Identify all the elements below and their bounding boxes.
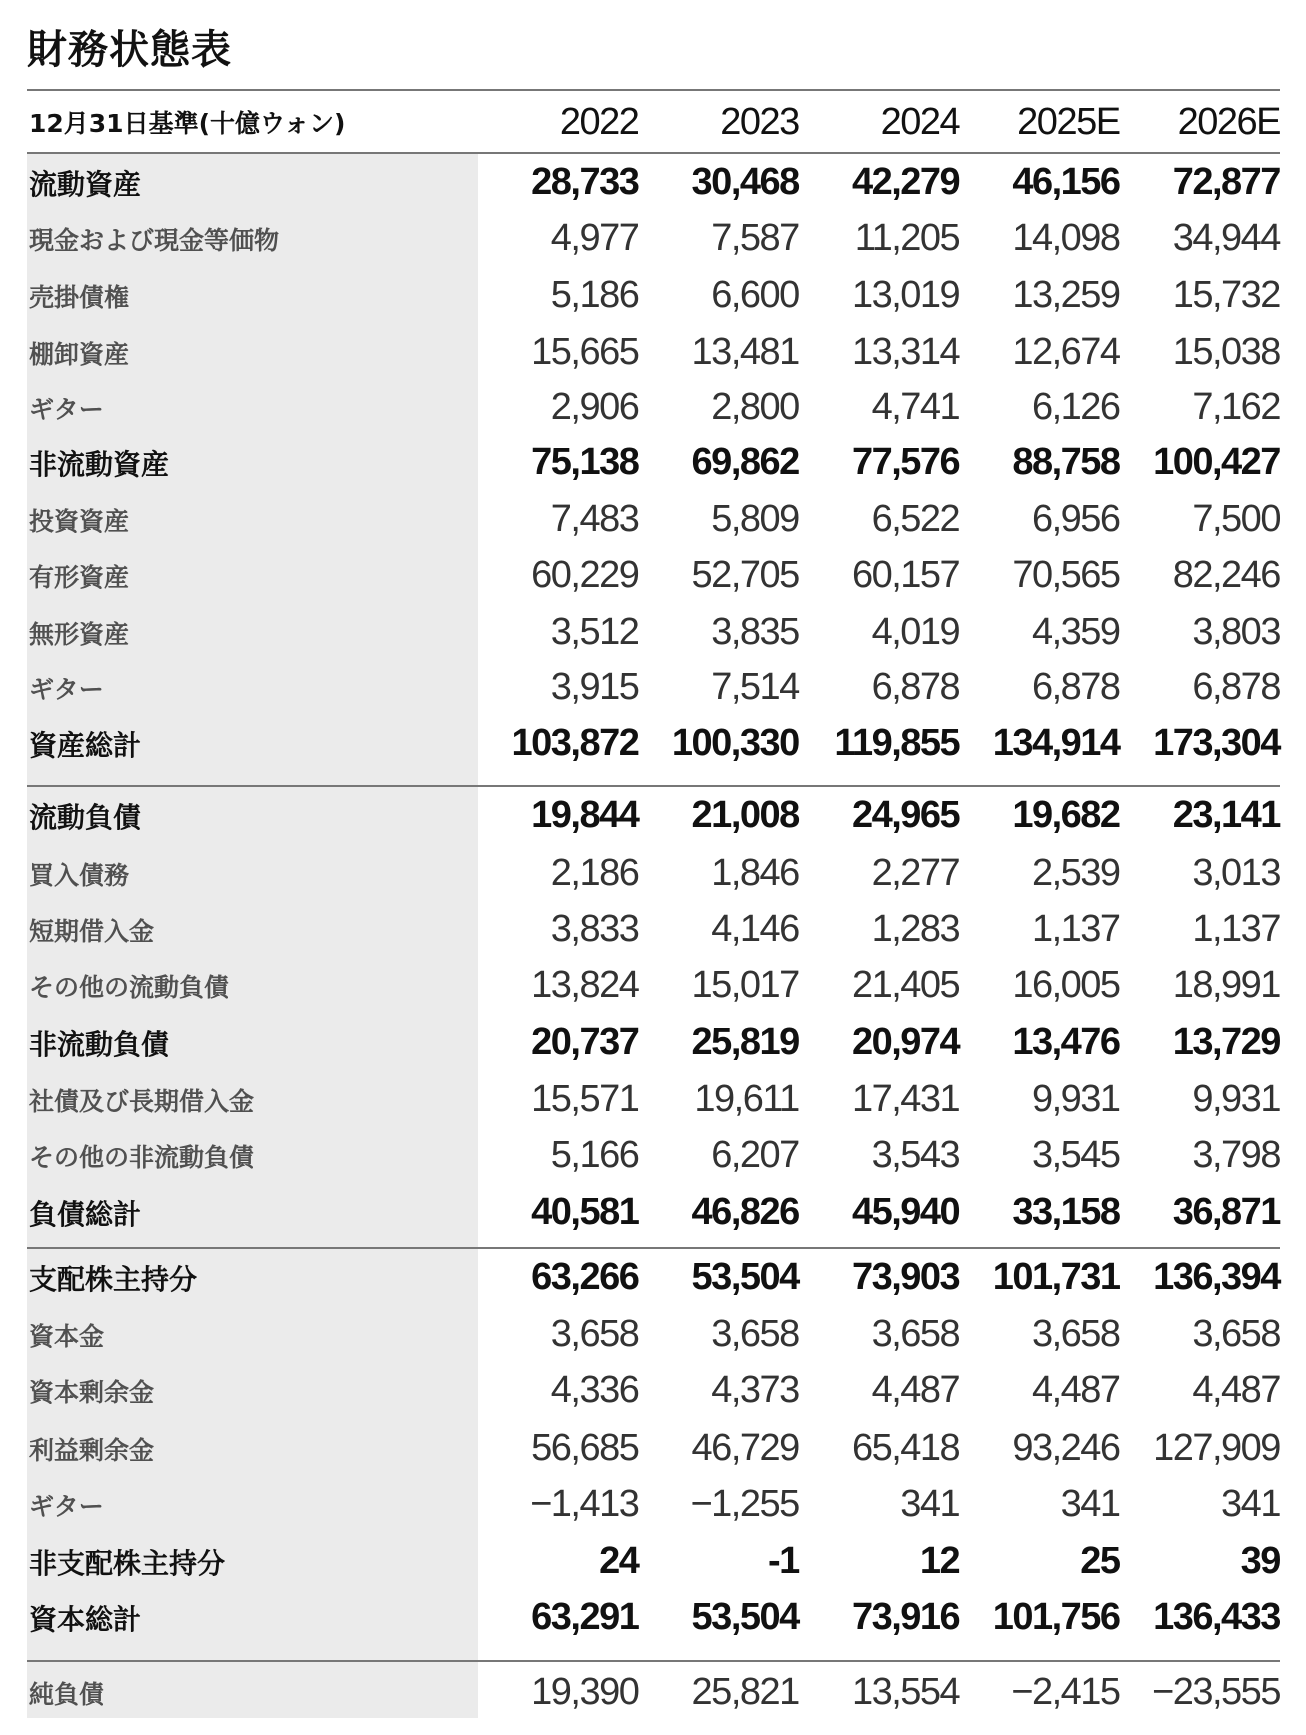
row-value: 23,141 xyxy=(1172,794,1280,836)
row-value: 341 xyxy=(1060,1483,1120,1525)
row-value: 12,674 xyxy=(1012,331,1120,373)
row-value: 34,944 xyxy=(1172,217,1280,259)
table-row xyxy=(27,1127,1280,1184)
row-value: 16,005 xyxy=(1012,964,1120,1006)
table-row xyxy=(27,154,1280,211)
row-value: 73,903 xyxy=(851,1256,960,1298)
row-value: 42,279 xyxy=(851,161,960,203)
row-label: 資本金 xyxy=(29,1321,105,1351)
row-value: 13,824 xyxy=(531,964,639,1006)
row-value: 53,504 xyxy=(691,1256,799,1298)
row-value: 3,658 xyxy=(871,1313,960,1355)
row-value: 136,394 xyxy=(1153,1256,1280,1298)
row-value: 1,137 xyxy=(1192,908,1280,950)
row-label: 純負債 xyxy=(29,1679,105,1709)
row-value: 1,137 xyxy=(1031,908,1120,950)
row-value: 88,758 xyxy=(1012,441,1120,483)
row-value: 11,205 xyxy=(854,217,960,259)
row-value: 12 xyxy=(919,1540,960,1582)
table-row xyxy=(27,1306,1280,1363)
row-value: 3,658 xyxy=(711,1313,799,1355)
row-label: 非流動資産 xyxy=(29,447,170,481)
row-value: 173,304 xyxy=(1153,722,1280,764)
row-value: 7,500 xyxy=(1192,498,1280,540)
table-row xyxy=(27,957,1280,1014)
row-value: 3,512 xyxy=(550,611,639,653)
table-row xyxy=(27,901,1280,958)
row-value: 3,803 xyxy=(1192,611,1280,653)
row-value: −1,413 xyxy=(530,1483,639,1525)
row-value: 15,017 xyxy=(691,964,799,1006)
row-value: 19,682 xyxy=(1012,794,1120,836)
row-label: 負債総計 xyxy=(29,1197,142,1231)
row-value: 7,483 xyxy=(550,498,639,540)
row-value: 60,157 xyxy=(851,554,960,596)
row-value: 24,965 xyxy=(851,794,960,836)
row-value: 18,991 xyxy=(1172,964,1280,1006)
row-value: 4,019 xyxy=(871,611,960,653)
row-label: 有形資産 xyxy=(29,562,130,592)
row-value: 46,729 xyxy=(691,1427,799,1469)
row-value: 101,731 xyxy=(992,1256,1120,1298)
table-row xyxy=(27,1589,1280,1646)
row-value: 6,600 xyxy=(711,274,799,316)
row-value: 25,821 xyxy=(691,1671,799,1713)
row-value: 60,229 xyxy=(531,554,639,596)
table-row xyxy=(27,1533,1280,1590)
row-value: 30,468 xyxy=(691,161,799,203)
row-value: 25,819 xyxy=(691,1021,799,1063)
row-label: 資本総計 xyxy=(29,1602,142,1636)
row-value: 3,658 xyxy=(550,1313,639,1355)
table-row xyxy=(27,715,1280,772)
row-value: 45,940 xyxy=(851,1191,960,1233)
row-value: 40,581 xyxy=(531,1191,639,1233)
row-label: 無形資産 xyxy=(29,619,130,649)
row-value: 4,373 xyxy=(711,1369,799,1411)
row-value: 75,138 xyxy=(531,441,639,483)
row-value: 3,543 xyxy=(871,1134,960,1176)
row-value: 13,476 xyxy=(1012,1021,1120,1063)
row-value: 4,146 xyxy=(711,908,799,950)
year-header: 2022 xyxy=(559,100,639,143)
table-row xyxy=(27,379,1280,436)
row-value: 4,741 xyxy=(871,386,960,428)
row-value: 6,126 xyxy=(1031,386,1120,428)
table-row xyxy=(27,210,1280,267)
row-value: 6,522 xyxy=(871,498,960,540)
row-value: 93,246 xyxy=(1012,1427,1120,1469)
row-label: 支配株主持分 xyxy=(29,1262,198,1296)
row-value: 46,826 xyxy=(691,1191,799,1233)
row-value: 5,186 xyxy=(550,274,639,316)
row-value: 119,855 xyxy=(834,722,960,764)
row-value: 33,158 xyxy=(1012,1191,1120,1233)
row-value: 4,336 xyxy=(550,1369,639,1411)
row-label: 投資資産 xyxy=(29,506,130,536)
row-value: 69,862 xyxy=(691,441,799,483)
row-value: 6,878 xyxy=(871,666,960,708)
row-value: 46,156 xyxy=(1012,161,1120,203)
row-value: 65,418 xyxy=(851,1427,960,1469)
row-value: 21,008 xyxy=(691,794,799,836)
row-value: 4,487 xyxy=(871,1369,960,1411)
row-value: 13,554 xyxy=(851,1671,960,1713)
row-label: 流動資産 xyxy=(29,167,142,201)
row-value: 7,514 xyxy=(711,666,799,708)
row-value: 72,877 xyxy=(1172,161,1280,203)
row-value: 73,916 xyxy=(851,1596,960,1638)
row-value: 25 xyxy=(1080,1540,1120,1582)
row-value: 13,481 xyxy=(691,331,799,373)
table-row xyxy=(27,1476,1280,1533)
row-label: ギター xyxy=(29,1491,104,1521)
row-value: 100,330 xyxy=(671,722,799,764)
row-value: 15,038 xyxy=(1172,331,1280,373)
row-label: 売掛債権 xyxy=(29,282,130,312)
table-row xyxy=(27,1014,1280,1071)
row-label: ギター xyxy=(29,674,104,704)
table-header xyxy=(27,92,1280,152)
row-value: 3,013 xyxy=(1192,852,1280,894)
row-value: 20,737 xyxy=(531,1021,639,1063)
table-row xyxy=(27,604,1280,661)
table-row xyxy=(27,267,1280,324)
row-label: 現金および現金等価物 xyxy=(29,225,280,255)
row-label: 買入債務 xyxy=(29,860,130,890)
row-value: 101,756 xyxy=(992,1596,1120,1638)
row-value: 52,705 xyxy=(691,554,799,596)
row-value: 1,846 xyxy=(711,852,799,894)
row-value: 21,405 xyxy=(851,964,960,1006)
row-value: 100,427 xyxy=(1153,441,1280,483)
row-value: 2,906 xyxy=(550,386,639,428)
row-value: −2,415 xyxy=(1011,1671,1120,1713)
row-value: 4,359 xyxy=(1031,611,1120,653)
row-value: −23,555 xyxy=(1152,1671,1280,1713)
row-value: 9,931 xyxy=(1192,1078,1280,1120)
row-value: 136,433 xyxy=(1153,1596,1280,1638)
row-label: 棚卸資産 xyxy=(29,339,130,369)
row-value: 6,878 xyxy=(1192,666,1280,708)
row-value: 134,914 xyxy=(992,722,1120,764)
row-value: 13,729 xyxy=(1172,1021,1280,1063)
table-row xyxy=(27,845,1280,902)
row-value: 7,162 xyxy=(1192,386,1280,428)
row-value: 2,800 xyxy=(711,386,799,428)
equity-section-rule xyxy=(27,1660,1280,1662)
row-value: 3,798 xyxy=(1192,1134,1280,1176)
row-label: 社債及び長期借入金 xyxy=(29,1086,255,1116)
row-value: 13,259 xyxy=(1012,274,1120,316)
table-row xyxy=(27,1664,1280,1721)
row-value: 2,277 xyxy=(871,852,960,894)
row-value: 17,431 xyxy=(851,1078,960,1120)
row-label: 短期借入金 xyxy=(29,916,155,946)
row-value: 63,291 xyxy=(531,1596,639,1638)
table-row xyxy=(27,324,1280,381)
row-value: 103,872 xyxy=(511,722,639,764)
row-value: 14,098 xyxy=(1012,217,1120,259)
table-row xyxy=(27,1420,1280,1477)
row-value: 63,266 xyxy=(531,1256,639,1298)
row-value: 77,576 xyxy=(851,441,960,483)
row-value: 4,977 xyxy=(550,217,639,259)
row-value: 13,019 xyxy=(851,274,960,316)
row-value: 15,571 xyxy=(531,1078,639,1120)
table-row xyxy=(27,434,1280,491)
row-value: 82,246 xyxy=(1172,554,1280,596)
row-value: 2,539 xyxy=(1031,852,1120,894)
row-value: 3,545 xyxy=(1031,1134,1120,1176)
row-label: 資産総計 xyxy=(29,728,142,762)
row-value: 6,956 xyxy=(1031,498,1120,540)
row-value: 1,283 xyxy=(871,908,960,950)
table-row xyxy=(27,1184,1280,1241)
row-value: 19,844 xyxy=(531,794,639,836)
row-value: 36,871 xyxy=(1172,1191,1280,1233)
row-value: 7,587 xyxy=(711,217,799,259)
row-value: -1 xyxy=(767,1540,799,1582)
row-value: 15,665 xyxy=(531,331,639,373)
row-value: 4,487 xyxy=(1031,1369,1120,1411)
row-label: 利益剰余金 xyxy=(29,1435,155,1465)
row-value: 4,487 xyxy=(1192,1369,1280,1411)
table-row xyxy=(27,1362,1280,1419)
row-label: その他の非流動負債 xyxy=(29,1142,255,1172)
row-value: 24 xyxy=(599,1540,639,1582)
table-row xyxy=(27,547,1280,604)
top-rule xyxy=(27,89,1280,91)
year-header: 2025E xyxy=(1017,100,1120,143)
row-value: 3,658 xyxy=(1031,1313,1120,1355)
row-label: 非流動負債 xyxy=(29,1027,170,1061)
row-value: 39 xyxy=(1240,1540,1280,1582)
row-label: 流動負債 xyxy=(29,800,142,834)
row-label: ギター xyxy=(29,394,104,424)
row-value: 3,658 xyxy=(1192,1313,1280,1355)
row-value: 20,974 xyxy=(851,1021,960,1063)
page-title: 財務状態表 xyxy=(27,27,232,73)
row-value: 341 xyxy=(1221,1483,1280,1525)
row-value: 341 xyxy=(900,1483,960,1525)
table-row xyxy=(27,1071,1280,1128)
row-value: 9,931 xyxy=(1031,1078,1120,1120)
row-value: 5,809 xyxy=(711,498,799,540)
row-value: 3,833 xyxy=(550,908,639,950)
unit-label: 12月31日基準(十億ウォン) xyxy=(29,109,346,138)
row-value: −1,255 xyxy=(690,1483,799,1525)
row-value: 15,732 xyxy=(1172,274,1280,316)
table-row xyxy=(27,491,1280,548)
row-value: 127,909 xyxy=(1153,1427,1280,1469)
row-value: 5,166 xyxy=(550,1134,639,1176)
row-value: 6,878 xyxy=(1031,666,1120,708)
row-label: 資本剰余金 xyxy=(29,1377,155,1407)
row-value: 19,390 xyxy=(531,1671,639,1713)
row-value: 6,207 xyxy=(711,1134,799,1176)
table-row xyxy=(27,787,1280,844)
row-value: 3,915 xyxy=(550,666,639,708)
year-header: 2024 xyxy=(880,100,960,143)
row-value: 56,685 xyxy=(531,1427,639,1469)
row-value: 3,835 xyxy=(711,611,799,653)
year-header: 2026E xyxy=(1177,100,1280,143)
row-value: 13,314 xyxy=(851,331,960,373)
row-label: その他の流動負債 xyxy=(29,972,230,1002)
row-value: 19,611 xyxy=(694,1078,799,1120)
row-value: 53,504 xyxy=(691,1596,799,1638)
row-label: 非支配株主持分 xyxy=(29,1546,226,1580)
row-value: 70,565 xyxy=(1012,554,1120,596)
row-value: 2,186 xyxy=(550,852,639,894)
year-header: 2023 xyxy=(720,100,799,143)
table-row xyxy=(27,659,1280,716)
table-row xyxy=(27,1249,1280,1306)
row-value: 28,733 xyxy=(531,161,639,203)
